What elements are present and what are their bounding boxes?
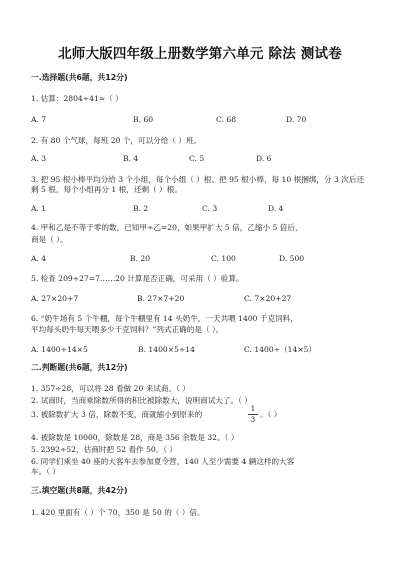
question-2-option-b: B. 4	[123, 154, 139, 163]
question-5-option-c: C. 7×20+27	[244, 294, 292, 303]
question-3-option-b: B. 2	[133, 204, 149, 213]
judge-6-line-2: 车。（ ）	[31, 467, 60, 476]
question-2-option-a: A. 3	[31, 154, 47, 163]
question-6-option-c: C. 1400÷（14×5）	[244, 345, 317, 354]
fraction-numerator: 1	[250, 405, 256, 413]
section-heading-fill: 三.填空题(共8题，共42分)	[31, 486, 128, 495]
question-4-line-2: 商是（ ）。	[31, 235, 68, 244]
judge-5: 5. 2392÷52，估商时把 52 看作 50。（ ）	[31, 445, 178, 454]
question-4-option-c: C. 100	[211, 254, 236, 263]
section-heading-choice: 一.选择题(共6题，共12分)	[31, 73, 128, 82]
question-6-line-2: 平均每头奶牛每天喂多少千克饲料？”列式正确的是（ ）。	[31, 325, 224, 334]
question-6-option-a: A. 1400÷14×5	[31, 345, 88, 354]
question-3-line-2: 剩 5 根，每个小组再分 1 根，还剩（ ）根。	[31, 185, 182, 194]
question-1-stem: 1. 估算：2804÷41≈（ ）	[31, 94, 123, 103]
section-heading-judge: 二.判断题(共6题，共12分)	[31, 363, 128, 372]
judge-1: 1. 357÷28，可以将 28 看做 20 来试商。（ ）	[31, 384, 190, 393]
fraction-bar	[248, 414, 258, 415]
question-1-option-d: D. 70	[286, 115, 307, 124]
question-5-stem: 5. 检查 209÷27=7……20 计算是否正确，可采用（ ）验算。	[31, 274, 244, 283]
question-5-option-b: B. 27×7+20	[137, 294, 185, 303]
question-1-option-b: B. 60	[133, 115, 154, 124]
page-title: 北师大版四年级上册数学第六单元 除法 测试卷	[58, 46, 342, 62]
question-1-option-c: C. 68	[216, 115, 237, 124]
question-4-line-1: 4. 甲和乙是不等于零的数，已知甲÷乙=20，如果甲扩大 5 倍，乙缩小 5 倍后，	[31, 223, 303, 232]
question-3-option-d: D. 4	[268, 204, 284, 213]
question-2-stem: 2. 有 80 个气球，每班 20 个，可以分给（ ）班。	[31, 136, 202, 145]
judge-3-text: 3. 被除数扩大 3 倍，除数不变，商就缩小到原来的	[31, 410, 203, 419]
question-5-option-a: A. 27×20+7	[31, 294, 79, 303]
question-4-option-b: B. 20	[130, 254, 151, 263]
question-4-option-d: D. 500	[279, 254, 305, 263]
question-1-option-a: A. 7	[31, 115, 47, 124]
fill-1: 1. 420 里面有（ ）个 70，350 是 50 的（ ）倍。	[31, 508, 205, 517]
question-6-line-1: 6. “奶牛场有 5 个牛棚，每个牛棚里有 14 头奶牛，一天共喂 1400 千克饲料，	[31, 314, 298, 323]
judge-6-line-1: 6. 同学们乘坐 40 座的大客车去参加夏令营，140 人至少需要 4 辆这样的大客	[31, 457, 295, 466]
judge-3-tail: 。（ ）	[260, 410, 282, 419]
fraction-denominator: 3	[250, 416, 256, 424]
judge-4: 4. 被除数是 10000，除数是 28，商是 356 余数是 32。（ ）	[31, 433, 239, 442]
question-3-option-a: A. 1	[31, 204, 47, 213]
question-6-option-b: B. 1400×5÷14	[138, 345, 195, 354]
question-2-option-d: D. 6	[256, 154, 272, 163]
question-3-line-1: 3. 把 95 根小棒平均分给 3 个小组，每个小组（ ）根。把 95 根小棒，每 10 根捆绑，分 3 次后还	[31, 175, 365, 184]
question-2-option-c: C. 5	[189, 154, 205, 163]
judge-3-fraction	[248, 405, 258, 424]
question-3-option-c: C. 3	[202, 204, 218, 213]
judge-2: 2. 试商时，当商乘除数所得的积比被除数大，说明商试大了。（ ）	[31, 396, 252, 405]
question-4-option-a: A. 4	[31, 254, 47, 263]
